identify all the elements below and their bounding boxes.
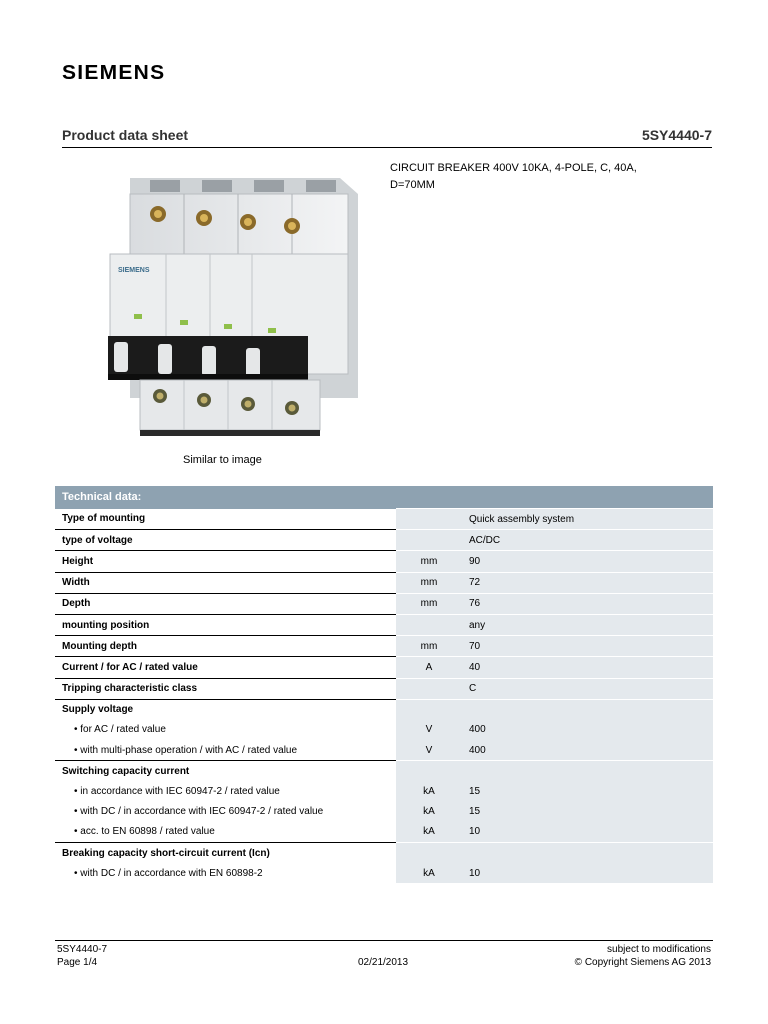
row-value: 10 bbox=[462, 863, 713, 883]
row-label: mounting position bbox=[55, 614, 396, 635]
table-row bbox=[55, 530, 713, 551]
doc-title: Product data sheet bbox=[62, 127, 189, 143]
row-value: 400 bbox=[462, 720, 713, 740]
row-unit: A bbox=[396, 657, 462, 678]
table-row bbox=[55, 509, 713, 530]
footer-article-number: 5SY4440-7 bbox=[57, 944, 108, 955]
table-row bbox=[55, 781, 713, 801]
row-value: 10 bbox=[462, 822, 713, 843]
table-row bbox=[55, 551, 713, 572]
table-row bbox=[55, 593, 713, 614]
row-label: Switching capacity current bbox=[55, 761, 396, 782]
row-unit bbox=[396, 614, 462, 635]
table-row bbox=[55, 740, 713, 761]
product-description: CIRCUIT BREAKER 400V 10KA, 4-POLE, C, 40A, D=70MM bbox=[390, 162, 637, 191]
row-unit bbox=[396, 509, 462, 530]
table-row bbox=[55, 699, 713, 720]
row-label: Height bbox=[55, 551, 396, 572]
row-value bbox=[462, 843, 713, 864]
table-row bbox=[55, 863, 713, 883]
row-label: type of voltage bbox=[55, 530, 396, 551]
table-row bbox=[55, 572, 713, 593]
row-label: • in accordance with IEC 60947-2 / rated value bbox=[55, 781, 396, 801]
table-row bbox=[55, 657, 713, 678]
article-number: 5SY4440-7 bbox=[641, 127, 712, 143]
table-row bbox=[55, 720, 713, 740]
row-value: 15 bbox=[462, 802, 713, 822]
siemens-logo: SIEMENS bbox=[62, 62, 166, 84]
row-unit: V bbox=[396, 740, 462, 761]
table-row bbox=[55, 802, 713, 822]
row-label: Depth bbox=[55, 593, 396, 614]
row-label: Tripping characteristic class bbox=[55, 678, 396, 699]
row-unit bbox=[396, 530, 462, 551]
row-value: 72 bbox=[462, 572, 713, 593]
row-value: 70 bbox=[462, 636, 713, 657]
row-value: 15 bbox=[462, 781, 713, 801]
table-row bbox=[55, 822, 713, 843]
row-unit: kA bbox=[396, 781, 462, 801]
row-value: C bbox=[462, 678, 713, 699]
row-unit bbox=[396, 699, 462, 720]
title-row bbox=[62, 127, 712, 148]
row-label: Supply voltage bbox=[55, 699, 396, 720]
footer-page-number: Page 1/4 bbox=[57, 957, 98, 968]
row-unit bbox=[396, 678, 462, 699]
footer-divider bbox=[55, 940, 713, 941]
row-label: Width bbox=[55, 572, 396, 593]
technical-data-heading: Technical data: bbox=[55, 486, 713, 509]
row-unit bbox=[396, 843, 462, 864]
row-unit: kA bbox=[396, 863, 462, 883]
row-unit: kA bbox=[396, 802, 462, 822]
image-brand-text: SIEMENS bbox=[118, 267, 150, 274]
row-value: any bbox=[462, 614, 713, 635]
row-label: • with multi-phase operation / with AC / rated value bbox=[55, 740, 396, 761]
row-unit: mm bbox=[396, 551, 462, 572]
table-row bbox=[55, 761, 713, 782]
table-row bbox=[55, 636, 713, 657]
row-unit: mm bbox=[396, 572, 462, 593]
row-label: • with DC / in accordance with EN 60898-2 bbox=[55, 863, 396, 883]
circuit-breaker-image bbox=[100, 168, 370, 440]
row-unit: V bbox=[396, 720, 462, 740]
footer-copyright: © Copyright Siemens AG 2013 bbox=[574, 957, 711, 968]
row-label: • with DC / in accordance with IEC 60947-2 / rated value bbox=[55, 802, 396, 822]
table-row bbox=[55, 614, 713, 635]
row-unit: mm bbox=[396, 636, 462, 657]
row-unit bbox=[396, 761, 462, 782]
row-value: 90 bbox=[462, 551, 713, 572]
row-label: Breaking capacity short-circuit current (Icn) bbox=[55, 843, 396, 864]
row-unit: kA bbox=[396, 822, 462, 843]
row-value bbox=[462, 699, 713, 720]
row-label: Current / for AC / rated value bbox=[55, 657, 396, 678]
row-value bbox=[462, 761, 713, 782]
table-row bbox=[55, 678, 713, 699]
row-label: Type of mounting bbox=[55, 509, 396, 530]
row-value: 76 bbox=[462, 593, 713, 614]
row-value: Quick assembly system bbox=[462, 509, 713, 530]
row-label: • acc. to EN 60898 / rated value bbox=[55, 822, 396, 843]
table-row bbox=[55, 843, 713, 864]
row-unit: mm bbox=[396, 593, 462, 614]
footer-notice: subject to modifications bbox=[607, 944, 711, 955]
image-caption: Similar to image bbox=[183, 454, 262, 466]
footer-date: 02/21/2013 bbox=[358, 957, 409, 968]
row-label: • for AC / rated value bbox=[55, 720, 396, 740]
technical-data-table bbox=[55, 486, 713, 883]
technical-data-header bbox=[55, 486, 713, 509]
row-value: 400 bbox=[462, 740, 713, 761]
row-value: 40 bbox=[462, 657, 713, 678]
row-value: AC/DC bbox=[462, 530, 713, 551]
row-label: Mounting depth bbox=[55, 636, 396, 657]
